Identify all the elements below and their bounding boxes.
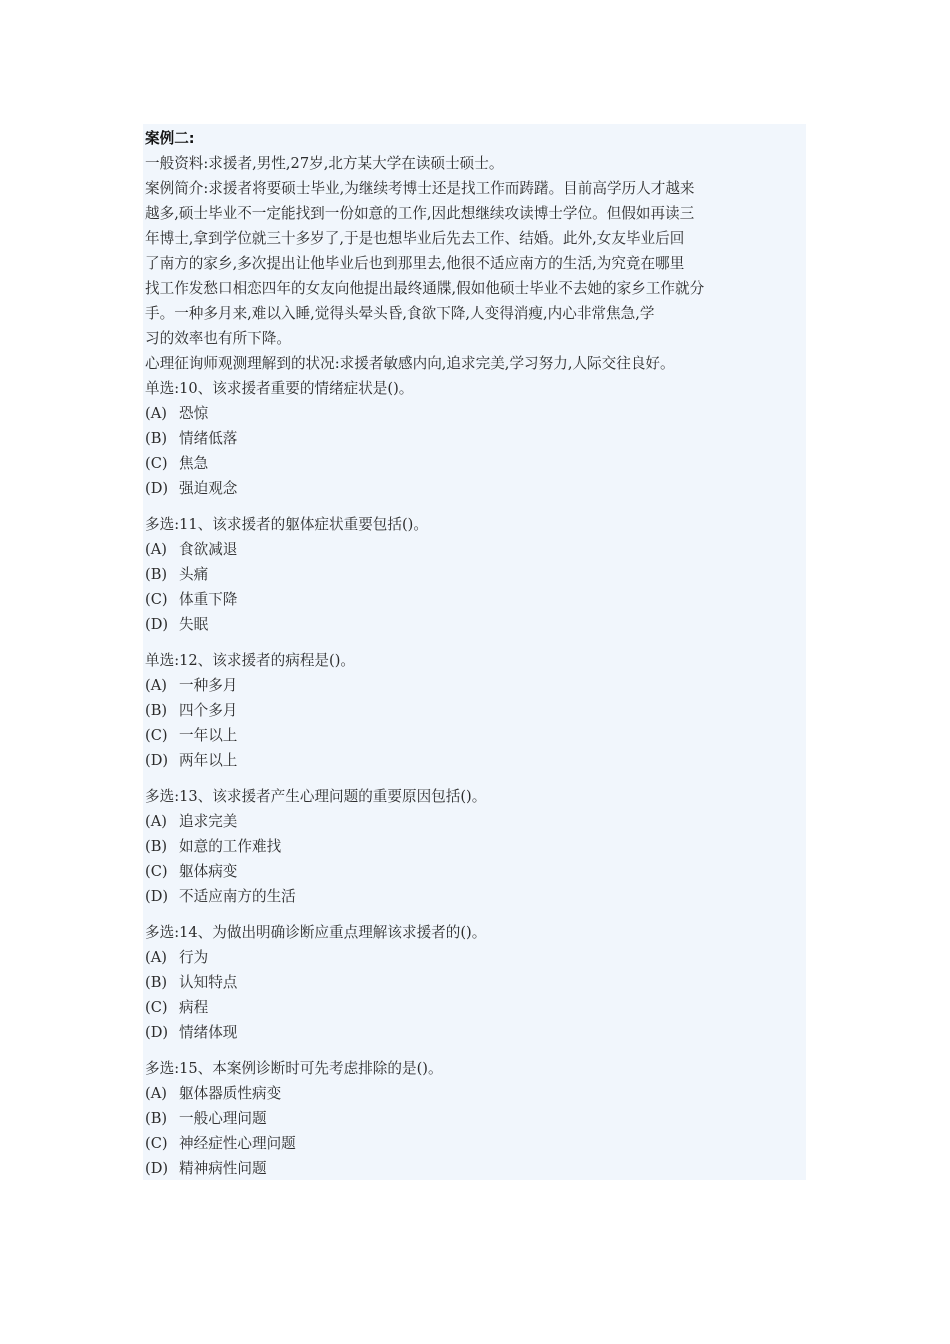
case-panel (143, 124, 806, 1180)
option-text: 四个多月 (179, 702, 238, 719)
question-13 (145, 784, 804, 909)
summary-line: 年博士,拿到学位就三十多岁了,于是也想毕业后先去工作、结婚。此外,女友毕业后回 (145, 230, 685, 247)
option-label: (C) (145, 1135, 168, 1152)
option-label: (D) (145, 1024, 169, 1041)
option-text: 情绪低落 (179, 430, 238, 447)
summary-line: 习的效率也有所下降。 (145, 330, 291, 347)
spacer (145, 501, 804, 512)
spacer (145, 1045, 804, 1056)
option-b[interactable] (145, 562, 804, 587)
option-d[interactable] (145, 612, 804, 637)
question-stem: 多选:15、本案例诊断时可先考虑排除的是()。 (145, 1060, 443, 1077)
option-label: (B) (145, 1110, 168, 1127)
question-15 (145, 1056, 804, 1181)
option-a[interactable] (145, 401, 804, 426)
case-title: 案例二: (145, 130, 195, 147)
option-label: (D) (145, 888, 169, 905)
option-c[interactable] (145, 995, 804, 1020)
question-stem: 单选:12、该求援者的病程是()。 (145, 652, 356, 669)
option-text: 体重下降 (179, 591, 238, 608)
option-text: 如意的工作难找 (179, 838, 282, 855)
option-label: (D) (145, 1160, 169, 1177)
spacer (145, 637, 804, 648)
option-label: (A) (145, 541, 167, 558)
option-label: (D) (145, 752, 169, 769)
question-14 (145, 920, 804, 1045)
option-c[interactable] (145, 451, 804, 476)
summary-line: 找工作发愁口相恋四年的女友向他提出最终通牒,假如他硕士毕业不去她的家乡工作就分 (145, 280, 705, 297)
option-text: 行为 (179, 949, 209, 966)
question-stem: 单选:10、该求援者重要的情绪症状是()。 (145, 380, 414, 397)
option-b[interactable] (145, 698, 804, 723)
option-c[interactable] (145, 723, 804, 748)
option-text: 躯体病变 (179, 863, 238, 880)
option-d[interactable] (145, 884, 804, 909)
option-text: 食欲减退 (179, 541, 238, 558)
question-stem: 多选:14、为做出明确诊断应重点理解该求援者的()。 (145, 924, 487, 941)
question-12 (145, 648, 804, 773)
option-label: (A) (145, 1085, 167, 1102)
option-text: 不适应南方的生活 (179, 888, 296, 905)
option-label: (D) (145, 616, 169, 633)
option-label: (D) (145, 480, 169, 497)
option-text: 两年以上 (179, 752, 238, 769)
option-label: (C) (145, 999, 168, 1016)
option-c[interactable] (145, 1131, 804, 1156)
option-label: (B) (145, 566, 168, 583)
option-text: 一种多月 (179, 677, 238, 694)
option-b[interactable] (145, 1106, 804, 1131)
option-text: 头痛 (179, 566, 209, 583)
option-a[interactable] (145, 673, 804, 698)
spacer (145, 773, 804, 784)
observation: 心理征询师观测理解到的状况:求援者敏感内向,追求完美,学习努力,人际交往良好。 (145, 355, 675, 372)
option-text: 追求完美 (179, 813, 238, 830)
option-label: (C) (145, 863, 168, 880)
question-11 (145, 512, 804, 637)
option-text: 焦急 (179, 455, 209, 472)
option-label: (C) (145, 455, 168, 472)
option-text: 恐惊 (179, 405, 209, 422)
option-text: 一年以上 (179, 727, 238, 744)
summary-line: 手。一种多月来,难以入睡,觉得头晕头昏,食欲下降,人变得消瘦,内心非常焦急,学 (145, 305, 655, 322)
option-a[interactable] (145, 945, 804, 970)
summary-line: 了南方的家乡,多次提出让他毕业后也到那里去,他很不适应南方的生活,为究竟在哪里 (145, 255, 685, 272)
option-label: (A) (145, 813, 167, 830)
option-label: (C) (145, 591, 168, 608)
option-a[interactable] (145, 1081, 804, 1106)
case-summary (145, 176, 804, 351)
question-stem: 多选:13、该求援者产生心理问题的重要原因包括()。 (145, 788, 487, 805)
option-label: (B) (145, 838, 168, 855)
option-text: 一般心理问题 (179, 1110, 267, 1127)
general-info: 一般资料:求援者,男性,27岁,北方某大学在读硕士硕士。 (145, 155, 504, 172)
option-label: (C) (145, 727, 168, 744)
option-c[interactable] (145, 587, 804, 612)
option-label: (A) (145, 949, 167, 966)
option-d[interactable] (145, 748, 804, 773)
option-b[interactable] (145, 426, 804, 451)
option-label: (B) (145, 702, 168, 719)
option-text: 精神病性问题 (179, 1160, 267, 1177)
question-stem: 多选:11、该求援者的躯体症状重要包括()。 (145, 516, 428, 533)
option-d[interactable] (145, 476, 804, 501)
summary-line: 越多,硕士毕业不一定能找到一份如意的工作,因此想继续攻读博士学位。但假如再读三 (145, 205, 695, 222)
option-label: (B) (145, 974, 168, 991)
option-text: 强迫观念 (179, 480, 238, 497)
spacer (145, 909, 804, 920)
option-label: (A) (145, 677, 167, 694)
option-label: (B) (145, 430, 168, 447)
summary-line: 案例简介:求援者将要硕士毕业,为继续考博士还是找工作而踌躇。目前高学历人才越来 (145, 180, 695, 197)
question-10 (145, 376, 804, 501)
option-d[interactable] (145, 1156, 804, 1181)
option-b[interactable] (145, 970, 804, 995)
option-text: 情绪体现 (179, 1024, 238, 1041)
option-a[interactable] (145, 537, 804, 562)
option-text: 病程 (179, 999, 209, 1016)
option-label: (A) (145, 405, 167, 422)
option-b[interactable] (145, 834, 804, 859)
option-text: 失眠 (179, 616, 209, 633)
option-text: 躯体器质性病变 (179, 1085, 282, 1102)
option-d[interactable] (145, 1020, 804, 1045)
option-text: 认知特点 (179, 974, 238, 991)
option-a[interactable] (145, 809, 804, 834)
option-text: 神经症性心理问题 (179, 1135, 296, 1152)
option-c[interactable] (145, 859, 804, 884)
